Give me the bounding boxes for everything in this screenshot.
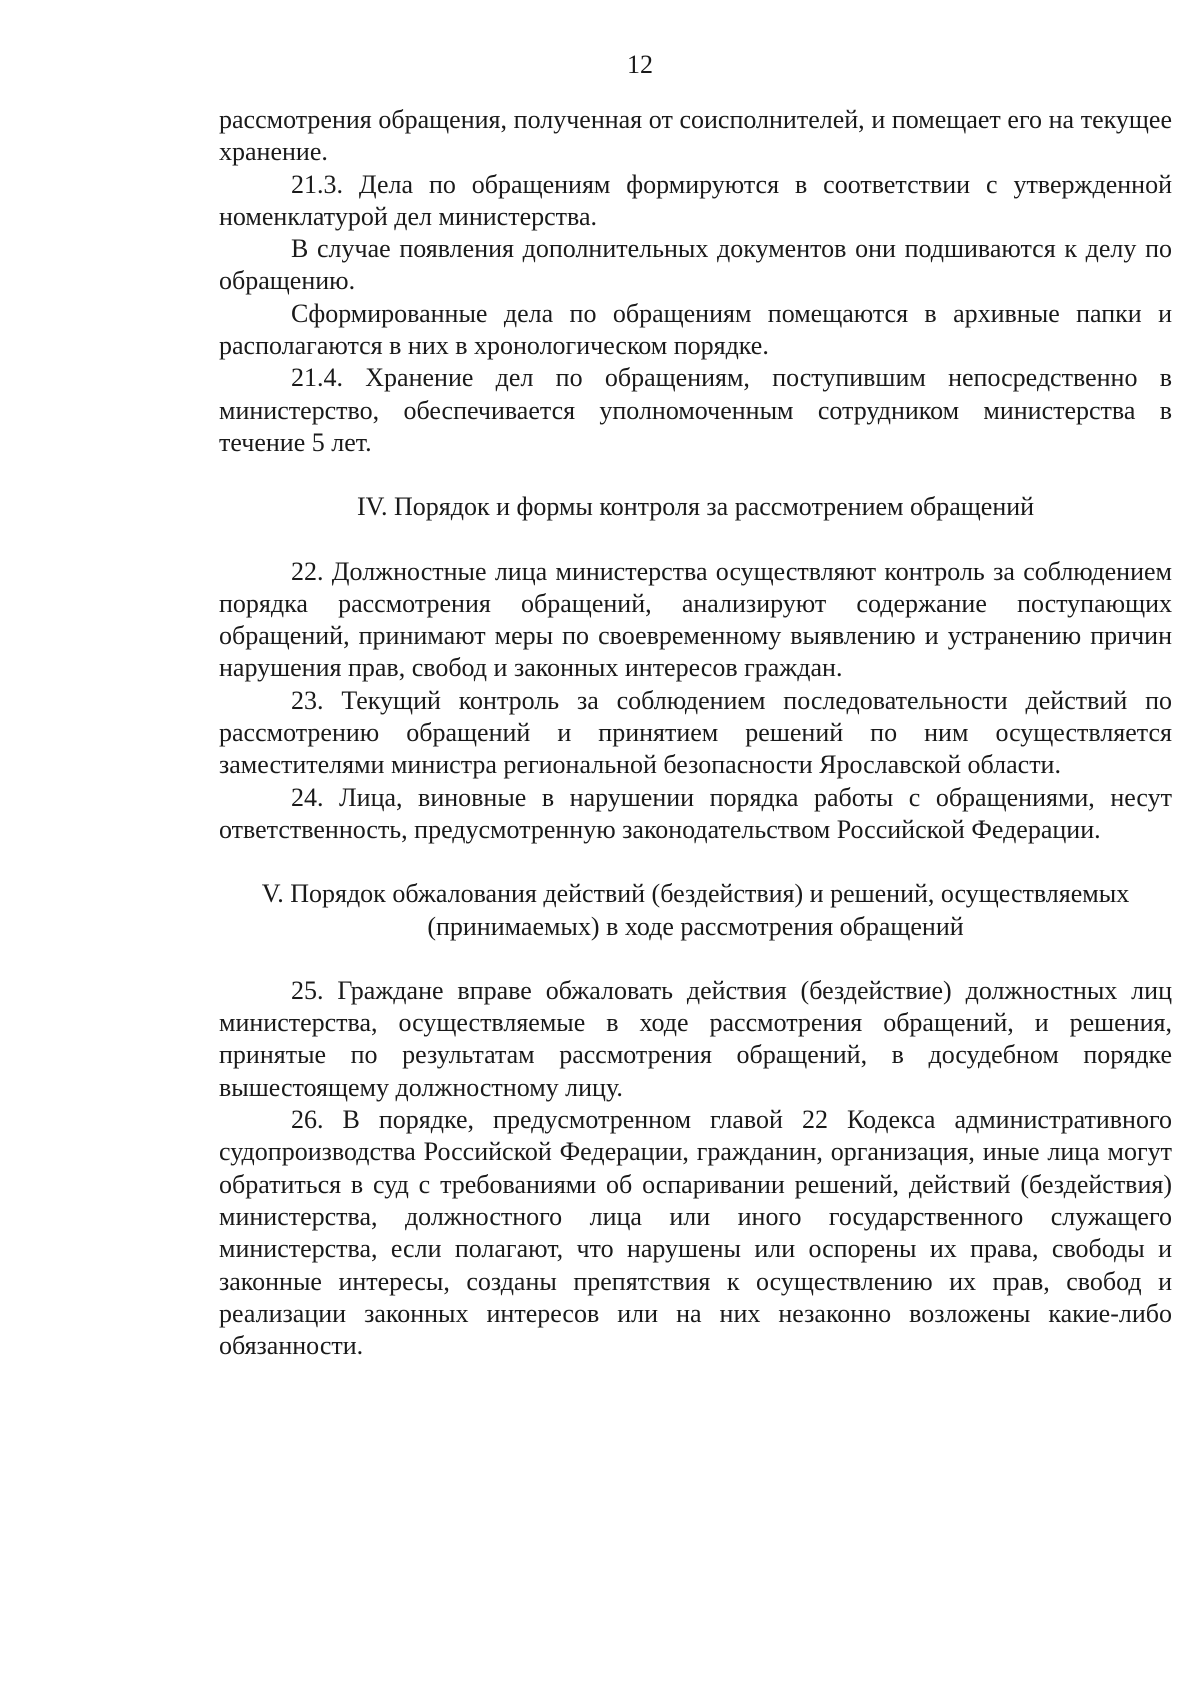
section-spacer — [219, 459, 1172, 491]
paragraph-25: 25. Граждане вправе обжаловать действия (бездействие) должностных лиц министерства, осуществляемые в ходе рассмотрения обращений, и решения, принятые по результатам рассмотрения обращений, в досудебном порядке вышестоящему должностному лицу. — [219, 975, 1172, 1102]
section-heading-iv: IV. Порядок и формы контроля за рассмотрением обращений — [356, 492, 1035, 522]
document-body — [219, 104, 1172, 1362]
section-spacer — [219, 943, 1172, 975]
paragraph-21-4: 21.4. Хранение дел по обращениям, поступившим непосредственно в министерство, обеспечивается уполномоченным сотрудником министерства в течение 5 лет. — [219, 363, 1172, 457]
section-heading-v: V. Порядок обжалования действий (бездействия) и решений, осуществляемых (принимаемых) в ходе рассмотрения обращений — [261, 879, 1130, 941]
page-number: 12 — [627, 50, 653, 79]
section-spacer — [219, 524, 1172, 556]
section-spacer — [219, 846, 1172, 878]
paragraph-24: 24. Лица, виновные в нарушении порядка работы с обращениями, несут ответственность, предусмотренную законодательством Российской Федерации. — [219, 782, 1172, 844]
paragraph-21-3: 21.3. Дела по обращениям формируются в соответствии с утвержденной номенклатурой дел министерства. — [219, 169, 1172, 231]
paragraph-archive-folders: Сформированные дела по обращениям помещаются в архивные папки и располагаются в них в хронологическом порядке. — [219, 298, 1172, 361]
paragraph-26: 26. В порядке, предусмотренном главой 22 Кодекса административного судопроизводства Российской Федерации, гражданин, организация, иные лица могут обратиться в суд с требованиями об оспаривании решений, действий (бездействия) министерства, должностного лица или иного государственного служащего министерства, если полагают, что нарушены или оспорены их права, свободы и законные интересы, созданы препятствия к осуществлению их прав, свобод и реализации законных интересов или на них незаконно возложены какие-либо обязанности. — [219, 1105, 1172, 1361]
paragraph-21-2-continuation: рассмотрения обращения, полученная от соисполнителей, и помещает его на текущее хранение. — [219, 105, 1172, 167]
paragraph-23: 23. Текущий контроль за соблюдением последовательности действий по рассмотрению обращений и принятием решений по ним осуществляется заместителями министра региональной безопасности Ярославской области. — [219, 685, 1172, 780]
paragraph-additional-documents: В случае появления дополнительных документов они подшиваются к делу по обращению. — [219, 234, 1172, 296]
paragraph-22: 22. Должностные лица министерства осуществляют контроль за соблюдением порядка рассмотрения обращений, анализируют содержание поступающих обращений, принимают меры по своевременному выявлению и устранению причин нарушения прав, свобод и законных интересов граждан. — [219, 556, 1172, 683]
